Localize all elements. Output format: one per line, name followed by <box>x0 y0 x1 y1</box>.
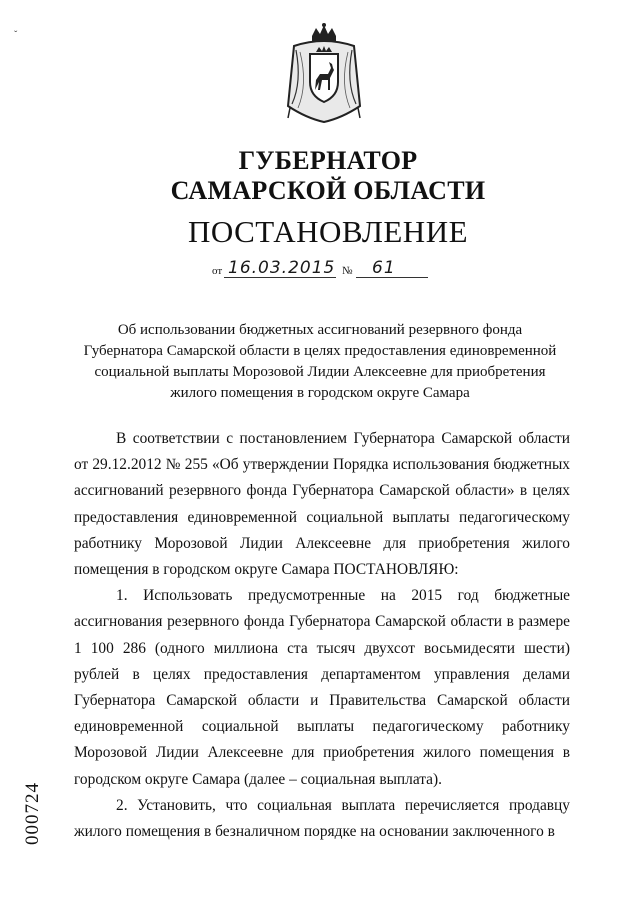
subject-line: Губернатора Самарской области в целях предоставления единовременной <box>83 343 557 359</box>
number-label: № <box>342 265 353 277</box>
margin-serial-number: 000724 <box>22 782 43 845</box>
subject-line: социальной выплаты Морозовой Лидии Алексеевне для приобретения <box>94 364 546 380</box>
coat-of-arms-samara-icon <box>282 22 366 126</box>
subject-line: Об использовании бюджетных ассигнований резервного фонда <box>117 322 523 338</box>
document-type: ПОСТАНОВЛЕНИЕ <box>187 214 469 249</box>
date-from-label: от <box>212 265 223 277</box>
document-body <box>74 426 570 845</box>
header-title-line1: ГУБЕРНАТОР <box>238 146 418 175</box>
date-number-line <box>212 258 442 280</box>
subject-line: жилого помещения в городском округе Самара <box>170 385 470 401</box>
body-paragraph-preamble: В соответствии с постановлением Губернатора Самарской области от 29.12.2012 № 255 «Об утверждении Порядка использования бюджетных ассигнований резервного фонда Губернатора Самарской области» в целях предоставления единовременной социальной выплаты педагогическому работнику Морозовой Лидии Алексеевне для приобретения жилого помещения в городском округе Самара ПОСТАНОВЛЯЮ: <box>74 430 570 579</box>
body-paragraph-item-2: 2. Установить, что социальная выплата перечисляется продавцу жилого помещения в безналичном порядке на основании заключенного в <box>74 796 570 841</box>
scan-mark: ˇ <box>14 30 18 41</box>
handwritten-date: 16.03.2015 <box>228 258 336 278</box>
handwritten-number: 61 <box>372 258 396 278</box>
document-subject <box>70 320 570 404</box>
header-title-line2: САМАРСКОЙ ОБЛАСТИ <box>170 176 486 205</box>
body-paragraph-item-1: 1. Использовать предусмотренные на 2015 год бюджетные ассигнования резервного фонда Губернатора Самарской области в размере 1 100 286 (одного миллиона ста тысяч двухсот восьмидесяти шести) рублей в целях предоставления департаментом управления делами Губернатора Самарской области и Правительства Самарской области единовременной социальной выплаты педагогическому работнику Морозовой Лидии Алексеевне для приобретения жилого помещения в городском округе Самара (далее – социальная выплата). <box>74 587 570 788</box>
